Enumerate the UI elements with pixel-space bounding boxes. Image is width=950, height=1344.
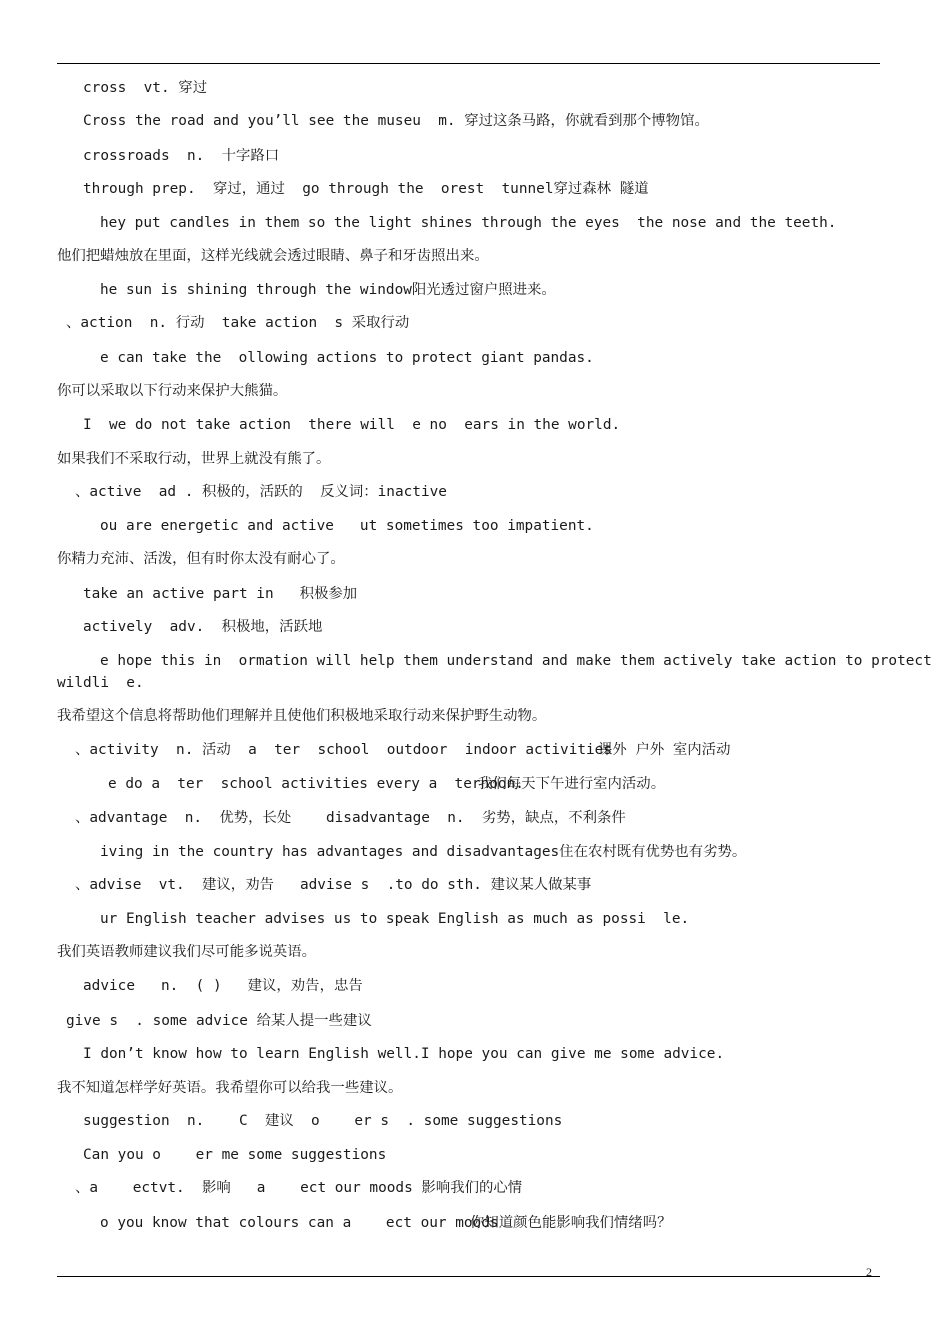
- text-line: crossroads n. 十字路口: [83, 148, 280, 164]
- text-line: 如果我们不采取行动，世界上就没有熊了。: [57, 451, 331, 467]
- text-line: 、advantage n. 优势，长处 disadvantage n. 劣势，缺点，不利条件: [75, 810, 626, 826]
- text-line: 、action n. 行动 take action s 采取行动: [66, 315, 410, 331]
- text-line: ou are energetic and active ut sometimes too impatient.: [100, 518, 594, 534]
- text-line: give s . some advice 给某人提一些建议: [66, 1013, 372, 1029]
- text-line: take an active part in 积极参加: [83, 586, 358, 602]
- page-number: 2: [866, 1265, 872, 1279]
- text-line: 、advise vt. 建议，劝告 advise s .to do sth. 建议某人做某事: [75, 877, 592, 893]
- text-line: 你可以采取以下行动来保护大熊猫。: [57, 383, 288, 399]
- text-line: 我们英语教师建议我们尽可能多说英语。: [57, 944, 317, 960]
- header-rule: [57, 63, 880, 64]
- text-line: 我希望这个信息将帮助他们理解并且使他们积极地采取行动来保护野生动物。: [57, 708, 547, 724]
- text-line: through prep. 穿过，通过 go through the orest tunnel穿过森林 隧道: [83, 181, 649, 197]
- text-line: hey put candles in them so the light shines through the eyes the nose and the teeth.: [100, 215, 837, 231]
- text-line: suggestion n. C 建议 o er s . some suggestions: [83, 1113, 563, 1129]
- text-line: I don’t know how to learn English well.I hope you can give me some advice.: [83, 1046, 725, 1062]
- text-line: actively adv. 积极地，活跃地: [83, 619, 323, 635]
- text-line: I we do not take action there will e no ears in the world.: [83, 417, 621, 433]
- text-line: wildli e.: [57, 675, 144, 691]
- text-line: cross vt. 穿过: [83, 80, 208, 96]
- text-line: e hope this in ormation will help them understand and make them actively take action to protect: [100, 653, 932, 669]
- text-line: 、a ectvt. 影响 a ect our moods 影响我们的心情: [75, 1180, 523, 1196]
- text-line: ur English teacher advises us to speak English as much as possi le.: [100, 911, 690, 927]
- text-line: e can take the ollowing actions to protect giant pandas.: [100, 350, 594, 366]
- text-line: o you know that colours can a ect our moods: [100, 1215, 499, 1231]
- footer-rule: [57, 1276, 880, 1277]
- text-line: advice n. ( ) 建议，劝告，忠告: [83, 978, 363, 994]
- text-line: 、activity n. 活动 a ter school outdoor indoor activities: [75, 742, 613, 758]
- text-line: Can you o er me some suggestions: [83, 1147, 387, 1163]
- text-line: Cross the road and you’ll see the museu m. 穿过这条马路，你就看到那个博物馆。: [83, 113, 709, 129]
- text-line: e do a ter school activities every a ternoon.: [108, 776, 524, 792]
- text-line: 他们把蜡烛放在里面，这样光线就会透过眼睛、鼻子和牙齿照出来。: [57, 248, 489, 264]
- text-line: 我不知道怎样学好英语。我希望你可以给我一些建议。: [57, 1080, 403, 1096]
- text-line: he sun is shining through the window阳光透过窗户照进来。: [100, 282, 556, 298]
- text-line: 、active ad . 积极的，活跃的 反义词：inactive: [75, 484, 447, 500]
- text-line: iving in the country has advantages and disadvantages住在农村既有优势也有劣势。: [100, 844, 747, 860]
- text-line: 你精力充沛、活泼，但有时你太没有耐心了。: [57, 551, 345, 567]
- text-line: 我们每天下午进行室内活动。: [478, 776, 666, 792]
- text-line: 课外 户外 室内活动: [598, 742, 731, 758]
- text-line: 你知道颜色能影响我们情绪吗？: [470, 1215, 672, 1231]
